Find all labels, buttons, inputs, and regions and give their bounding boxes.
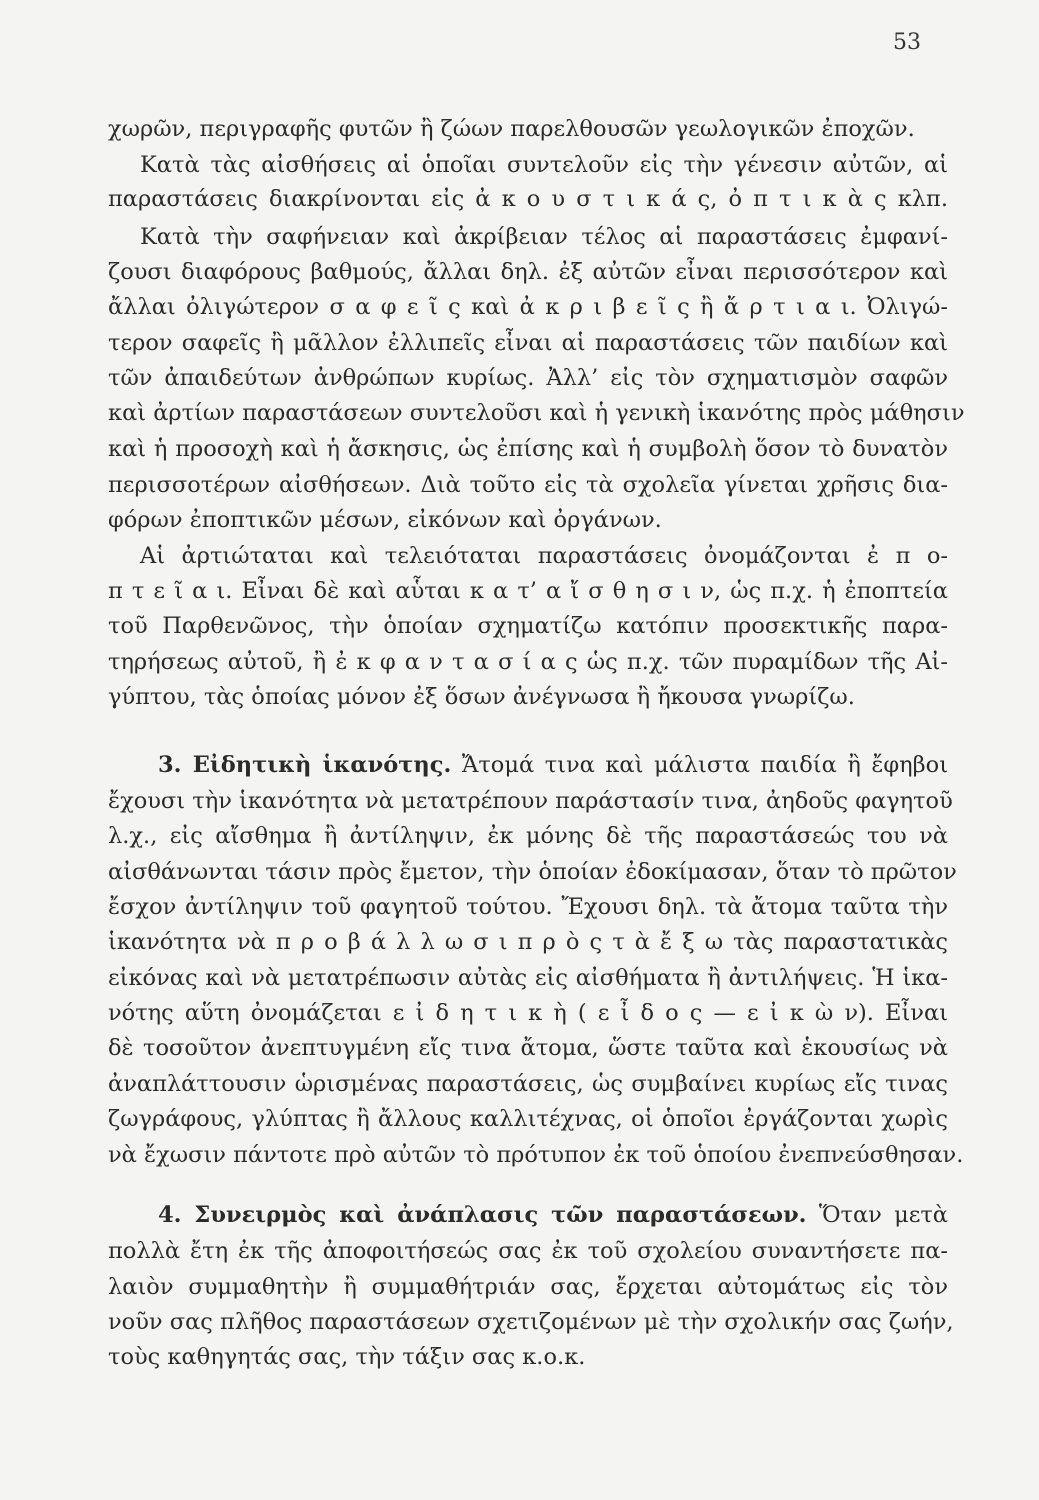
text-line: καὶ ἀρτίων παραστάσεων συντελοῦσι καὶ ἡ γενικὴ ἱκανότης πρὸς μάθησιν [108, 400, 965, 426]
text-line: δὲ τοσοῦτον ἀνεπτυγμένη εἴς τινα ἄτομα, ὥστε ταῦτα καὶ ἑκουσίως νὰ [108, 1035, 948, 1061]
text-line: πολλὰ ἔτη ἐκ τῆς ἀποφοιτήσεώς σας ἐκ τοῦ σχολείου συναντήσετε πα- [108, 1238, 948, 1264]
text-line: τερον σαφεῖς ἢ μᾶλλον ἐλλιπεῖς εἶναι αἱ παραστάσεις τῶν παιδίων καὶ [108, 330, 948, 356]
text-line: περισσοτέρων αἰσθήσεων. Διὰ τοῦτο εἰς τὰ σχολεῖα γίνεται χρῆσις δια- [108, 472, 948, 498]
text-line: τῶν ἀπαιδεύτων ἀνθρώπων κυρίως. Ἀλλ’ εἰς τὸν σχηματισμὸν σαφῶν [108, 365, 948, 391]
page-number: 53 [893, 30, 921, 55]
text-line: τοῦ Παρθενῶνος, τὴν ὁποίαν σχηματίζω κατόπιν προσεκτικῆς παρα- [108, 613, 948, 639]
text-line: ἱκανότητα νὰ π ρ ο β ά λ λ ω σ ι π ρ ὸ ς τ ὰ ἔ ξ ω τὰς παραστατικὰς [108, 929, 948, 955]
text-line: Αἱ ἀρτιώταται καὶ τελειόταται παραστάσεις ὀνομάζονται ἐ π ο- [140, 543, 948, 569]
text-line: Κατὰ τὴν σαφήνειαν καὶ ἀκρίβειαν τέλος αἱ παραστάσεις ἐμφανί- [140, 224, 948, 250]
section-4-heading: 4. Συνειρμὸς καὶ ἀνάπλασις τῶν παραστάσεων. [158, 1202, 807, 1228]
text-line: εἰκόνας καὶ νὰ μετατρέπωσιν αὐτὰς εἰς αἰσθήματα ἢ ἀντιλήψεις. Ἡ ἱκα- [108, 965, 948, 991]
section-3-first-line-text: Ἄτομά τινα καὶ μάλιστα παιδία ἢ ἔφηβοι [461, 752, 949, 778]
text-line: γύπτου, τὰς ὁποίας μόνον ἐξ ὅσων ἀνέγνωσα ἢ ἤκουσα γνωρίζω. [108, 684, 855, 710]
section-3-first-line [108, 750, 948, 780]
text-line: παραστάσεις διακρίνονται εἰς ἀ κ ο υ σ τ ι κ ά ς, ὀ π τ ι κ ὰ ς κλπ. [108, 186, 948, 212]
text-line: ἔχουσι τὴν ἱκανότητα νὰ μετατρέπουν παράστασίν τινα, ἀηδοῦς φαγητοῦ [108, 788, 953, 814]
text-line: ζωγράφους, γλύπτας ἢ ἄλλους καλλιτέχνας, οἱ ὁποῖοι ἐργάζονται χωρὶς [108, 1106, 948, 1132]
text-line: καὶ ἡ προσοχὴ καὶ ἡ ἄσκησις, ὡς ἐπίσης καὶ ἡ συμβολὴ ὅσον τὸ δυνατὸν [108, 436, 948, 462]
text-line: τοὺς καθηγητάς σας, τὴν τάξιν σας κ.ο.κ. [108, 1344, 586, 1370]
section-3-heading: 3. Εἰδητικὴ ἱκανότης. [158, 752, 452, 778]
text-line: τηρήσεως αὐτοῦ, ἢ ἐ κ φ α ν τ α σ ί α ς ὡς π.χ. τῶν πυραμίδων τῆς Αἰ- [108, 649, 948, 675]
text-line: λαιὸν συμμαθητὴν ἢ συμμαθήτριάν σας, ἔρχεται αὐτομάτως εἰς τὸν [108, 1274, 948, 1300]
text-line: αἰσθάνωνται τάσιν πρὸς ἔμετον, τὴν ὁποίαν ἐδοκίμασαν, ὅταν τὸ πρῶτον [108, 859, 957, 885]
text-line: ἄλλαι ὀλιγώτερον σ α φ ε ῖ ς καὶ ἀ κ ρ ι β ε ῖ ς ἢ ἄ ρ τ ι α ι. Ὀλιγώ- [108, 294, 948, 320]
text-line: ζουσι διαφόρους βαθμούς, ἄλλαι δηλ. ἐξ αὐτῶν εἶναι περισσότερον καὶ [108, 259, 948, 285]
text-line: ἔσχον ἀντίληψιν τοῦ φαγητοῦ τούτου. Ἔχουσι δηλ. τὰ ἄτομα ταῦτα τὴν [108, 894, 948, 920]
section-4-first-line-text: Ὅταν μετὰ [818, 1202, 949, 1228]
text-line: φόρων ἐποπτικῶν μέσων, εἰκόνων καὶ ὀργάνων. [108, 507, 662, 533]
text-line: ἀναπλάττουσιν ὡρισμένας παραστάσεις, ὡς συμβαίνει κυρίως εἴς τινας [108, 1071, 948, 1097]
text-line: π τ ε ῖ α ι. Εἶναι δὲ καὶ αὗται κ α τ’ α ἴ σ θ η σ ι ν, ὡς π.χ. ἡ ἐποπτεία [108, 578, 948, 604]
section-4-first-line [108, 1200, 948, 1230]
text-line: νὰ ἔχωσιν πάντοτε πρὸ αὐτῶν τὸ πρότυπον ἐκ τοῦ ὁποίου ἐνεπνεύσθησαν. [108, 1142, 964, 1168]
text-line: Κατὰ τὰς αἰσθήσεις αἱ ὁποῖαι συντελοῦν εἰς τὴν γένεσιν αὐτῶν, αἱ [140, 152, 948, 178]
text-line: νότης αὕτη ὀνομάζεται ε ἰ δ η τ ι κ ὴ ( ε ἶ δ ο ς — ε ἰ κ ὼ ν). Εἶναι [108, 1000, 948, 1026]
text-line: νοῦν σας πλῆθος παραστάσεων σχετιζομένων μὲ τὴν σχολικήν σας ζωήν, [108, 1309, 954, 1335]
text-line: λ.χ., εἰς αἴσθημα ἢ ἀντίληψιν, ἐκ μόνης δὲ τῆς παραστάσεώς του νὰ [108, 823, 948, 849]
text-line: χωρῶν, περιγραφῆς φυτῶν ἢ ζώων παρελθουσῶν γεωλογικῶν ἐποχῶν. [108, 116, 915, 142]
